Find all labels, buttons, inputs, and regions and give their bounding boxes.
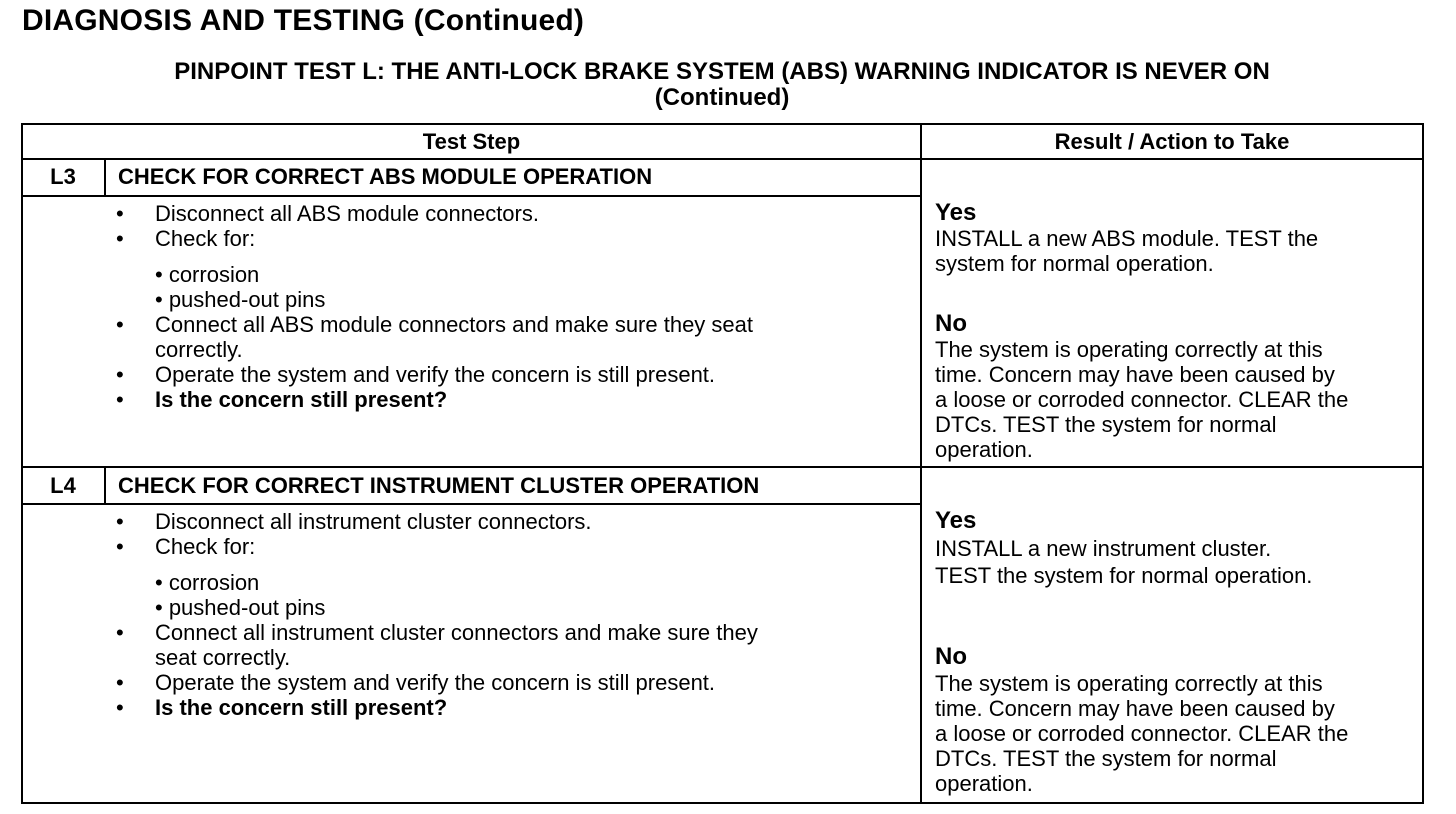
sub-item-pushed-out-pins: • pushed-out pins <box>155 287 326 312</box>
sub-item-corrosion: • corrosion <box>155 570 260 595</box>
step-id-l3: L3 <box>50 164 76 189</box>
result-no-l4: No <box>935 643 967 670</box>
result-line: a loose or corroded connector. CLEAR the <box>935 721 1349 746</box>
result-line: a loose or corroded connector. CLEAR the <box>935 387 1349 412</box>
result-yes-l3: Yes <box>935 199 977 226</box>
pinpoint-test-title-line: PINPOINT TEST L: THE ANTI-LOCK BRAKE SYSTEM (ABS) WARNING INDICATOR IS NEVER ON <box>174 58 1270 85</box>
step-id-l4: L4 <box>50 473 76 498</box>
test-step-header: Test Step <box>422 129 521 154</box>
bullet-item-continuation: correctly. <box>155 337 243 362</box>
result-line: The system is operating correctly at this <box>935 671 1323 696</box>
result-no-l3: No <box>935 310 967 337</box>
sub-item-pushed-out-pins: • pushed-out pins <box>155 595 326 620</box>
l3-title-divider <box>21 195 922 197</box>
result-yes-l4-text <box>935 535 1425 589</box>
step-title-l3: CHECK FOR CORRECT ABS MODULE OPERATION <box>118 164 653 189</box>
result-line: INSTALL a new instrument cluster. <box>935 536 1272 561</box>
page-title: DIAGNOSIS AND TESTING (Continued) <box>22 4 585 37</box>
result-line: time. Concern may have been caused by <box>935 362 1335 387</box>
result-header: Result / Action to Take <box>1054 129 1290 154</box>
result-line: time. Concern may have been caused by <box>935 696 1335 721</box>
pinpoint-test-title <box>22 59 1422 111</box>
sub-item-corrosion: • corrosion <box>155 262 260 287</box>
result-line: INSTALL a new ABS module. TEST the <box>935 226 1319 251</box>
l4-title-divider <box>21 503 922 505</box>
result-line: The system is operating correctly at this <box>935 337 1323 362</box>
pinpoint-test-continued: (Continued) <box>654 84 790 111</box>
result-yes-l4: Yes <box>935 507 977 534</box>
result-line: DTCs. TEST the system for normal <box>935 746 1277 771</box>
row-divider <box>21 466 1424 468</box>
result-line: system for normal operation. <box>935 251 1214 276</box>
result-yes-l3-text <box>935 226 1425 276</box>
l4-id-divider <box>104 466 106 505</box>
result-no-l4-text <box>935 671 1425 796</box>
bullet-item-continuation: seat correctly. <box>155 645 291 670</box>
column-divider <box>920 123 922 802</box>
result-line: operation. <box>935 771 1033 796</box>
step-title-l4: CHECK FOR CORRECT INSTRUMENT CLUSTER OPERATION <box>118 473 760 498</box>
result-line: TEST the system for normal operation. <box>935 563 1313 588</box>
result-line: DTCs. TEST the system for normal <box>935 412 1277 437</box>
result-no-l3-text <box>935 337 1425 462</box>
l3-id-divider <box>104 158 106 197</box>
result-line: operation. <box>935 437 1033 462</box>
